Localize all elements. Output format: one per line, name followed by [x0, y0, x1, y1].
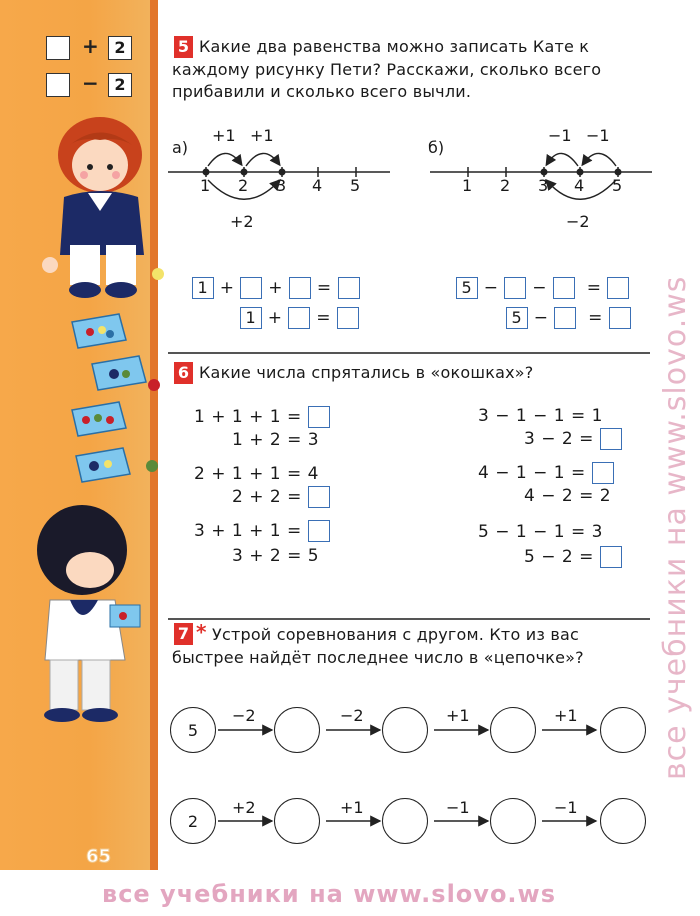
section-divider	[168, 618, 650, 620]
chain-start-circle: 5	[170, 707, 216, 753]
chain-operation: +1	[340, 798, 364, 817]
chain-operation: +1	[446, 706, 470, 725]
equation-line: 2 + 1 + 1 = 4	[194, 464, 319, 484]
tick-label: 2	[500, 176, 511, 195]
part-label-b: б)	[428, 138, 445, 157]
hop-label: −1	[548, 126, 572, 145]
given-number-box: 1	[240, 307, 262, 329]
part-label-a: а)	[172, 138, 189, 157]
tick-label: 2	[238, 176, 249, 195]
legend-number: 2	[108, 73, 132, 97]
legend-minus-sign: −	[82, 71, 99, 95]
answer-box[interactable]	[308, 406, 330, 428]
chain-answer-circle[interactable]	[490, 798, 536, 844]
equation-line: 4 − 2 = 2	[524, 486, 612, 506]
legend-empty-box	[46, 36, 70, 60]
legend-plus-sign: +	[82, 34, 99, 58]
tick-label: 4	[312, 176, 323, 195]
answer-box[interactable]	[337, 307, 359, 329]
task-text-line: прибавили и сколько всего вычли.	[172, 82, 472, 101]
chain-answer-circle[interactable]	[274, 707, 320, 753]
page-number: 65	[86, 846, 112, 867]
chain-answer-circle[interactable]	[382, 798, 428, 844]
equation-b2: 5 − =	[494, 287, 631, 329]
answer-box[interactable]	[600, 546, 622, 568]
equation-line: 3 − 1 − 1 = 1	[478, 406, 603, 426]
bead-boxes-illustration	[64, 310, 154, 490]
bead-decoration	[152, 268, 164, 280]
hop-label: −1	[586, 126, 610, 145]
equation-line: 5 − 1 − 1 = 3	[478, 522, 603, 542]
bottom-watermark: все учебники на www.slovo.ws	[102, 880, 556, 908]
task-number-badge: 7	[174, 623, 193, 645]
chain-answer-circle[interactable]	[382, 707, 428, 753]
hop-label: +1	[250, 126, 274, 145]
total-jump-label: +2	[230, 212, 254, 231]
task-text-line: Какие два равенства можно записать Кате к	[199, 37, 590, 56]
equation-line: 3 + 2 = 5	[232, 546, 320, 566]
task-text-line: Устрой соревнования с другом. Кто из вас	[212, 625, 579, 644]
equation-line: 2 + 2 =	[232, 486, 330, 508]
task-text-line: каждому рисунку Пети? Расскажи, сколько всего	[172, 60, 602, 79]
tick-label: 1	[200, 176, 211, 195]
answer-box[interactable]	[308, 520, 330, 542]
legend-empty-box	[46, 73, 70, 97]
star-mark: *	[196, 620, 207, 644]
girl-illustration	[40, 115, 170, 310]
answer-box[interactable]	[592, 462, 614, 484]
given-number-box: 5	[456, 277, 478, 299]
chain-answer-circle[interactable]	[490, 707, 536, 753]
task-number-badge: 6	[174, 362, 193, 384]
chain-operation: +2	[232, 798, 256, 817]
chain-answer-circle[interactable]	[600, 798, 646, 844]
chain-operation: −1	[554, 798, 578, 817]
legend-number: 2	[108, 36, 132, 60]
equation-line: 1 + 1 + 1 =	[194, 406, 330, 428]
answer-box[interactable]	[609, 307, 631, 329]
equation-line: 1 + 2 = 3	[232, 430, 320, 450]
equation-a2: 1 + =	[228, 287, 359, 329]
equation-line: 4 − 1 − 1 =	[478, 462, 614, 484]
chain-operation: −2	[232, 706, 256, 725]
equation-line: 5 − 2 =	[524, 546, 622, 568]
boy-illustration	[20, 500, 150, 730]
given-number-box: 1	[192, 277, 214, 299]
equation-line: 3 − 2 =	[524, 428, 622, 450]
tick-label: 4	[574, 176, 585, 195]
equation-line: 3 + 1 + 1 =	[194, 520, 330, 542]
answer-box[interactable]	[308, 486, 330, 508]
tick-label: 5	[350, 176, 361, 195]
tick-label: 3	[538, 176, 549, 195]
chain-answer-circle[interactable]	[600, 707, 646, 753]
task-text-line: Какие числа спрятались в «окошках»?	[199, 363, 534, 382]
equation-b1: 5 − − =	[444, 257, 629, 299]
tick-label: 3	[276, 176, 287, 195]
given-number-box: 5	[506, 307, 528, 329]
task-number-badge: 5	[174, 36, 193, 58]
answer-box[interactable]	[554, 307, 576, 329]
side-watermark: все учебники на www.slovo.ws	[658, 275, 693, 780]
chain-operation: +1	[554, 706, 578, 725]
answer-box[interactable]	[600, 428, 622, 450]
total-jump-label: −2	[566, 212, 590, 231]
chain-operation: −1	[446, 798, 470, 817]
chain-start-circle: 2	[170, 798, 216, 844]
answer-box[interactable]	[288, 307, 310, 329]
chain-answer-circle[interactable]	[274, 798, 320, 844]
hop-label: +1	[212, 126, 236, 145]
equation-a1: 1 + + =	[180, 257, 360, 299]
tick-label: 1	[462, 176, 473, 195]
task-text-line: быстрее найдёт последнее число в «цепочке»?	[172, 648, 584, 667]
section-divider	[168, 352, 650, 354]
tick-label: 5	[612, 176, 623, 195]
chain-operation: −2	[340, 706, 364, 725]
